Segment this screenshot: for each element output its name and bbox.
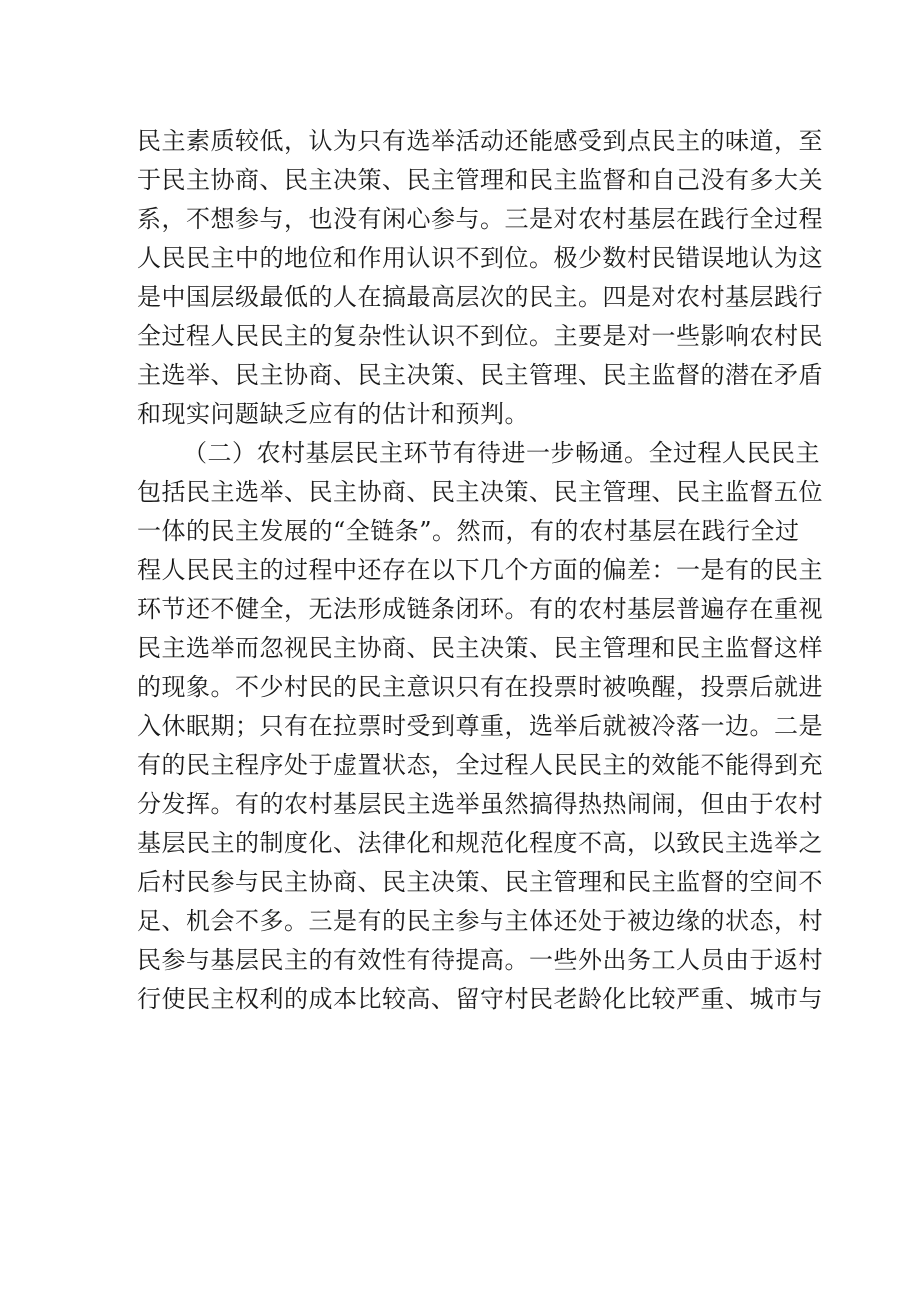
text-line: 包括民主选举、民主协商、民主决策、民主管理、民主监督五位: [137, 478, 823, 506]
text-line: 基层民主的制度化、法律化和规范化程度不高，以致民主选举之: [137, 829, 823, 857]
text-line: 入休眠期；只有在拉票时受到尊重，选举后就被冷落一边。二是: [137, 712, 823, 740]
text-line: 行使民主权利的成本比较高、留守村民老龄化比较严重、城市与: [137, 985, 823, 1013]
text-line: 一体的民主发展的“全链条”。然而，有的农村基层在践行全过: [137, 517, 800, 545]
text-line: 和现实问题缺乏应有的估计和预判。: [137, 400, 529, 428]
text-line: 后村民参与民主协商、民主决策、民主管理和民主监督的空间不: [137, 868, 823, 896]
text-line: 分发挥。有的农村基层民主选举虽然搞得热热闹闹，但由于农村: [137, 790, 823, 818]
document-body: [137, 122, 823, 1019]
text-line: 主选举、民主协商、民主决策、民主管理、民主监督的潜在矛盾: [137, 361, 823, 389]
text-line: 人民民主中的地位和作用认识不到位。极少数村民错误地认为这: [137, 244, 823, 272]
text-line: 的现象。不少村民的民主意识只有在投票时被唤醒，投票后就进: [137, 673, 823, 701]
text-line: 程人民民主的过程中还存在以下几个方面的偏差：一是有的民主: [137, 556, 823, 584]
text-line: 环节还不健全，无法形成链条闭环。有的农村基层普遍存在重视: [137, 595, 823, 623]
text-line: 民主选举而忽视民主协商、民主决策、民主管理和民主监督这样: [137, 634, 823, 662]
text-line: 系，不想参与，也没有闲心参与。三是对农村基层在践行全过程: [137, 205, 823, 233]
text-line: 于民主协商、民主决策、民主管理和民主监督和自己没有多大关: [137, 166, 823, 194]
text-line: 民参与基层民主的有效性有待提高。一些外出务工人员由于返村: [137, 946, 823, 974]
text-line: 有的民主程序处于虚置状态，全过程人民民主的效能不能得到充: [137, 751, 823, 779]
text-line: 民主素质较低，认为只有选举活动还能感受到点民主的味道，至: [137, 127, 823, 155]
section-heading-line: （二）农村基层民主环节有待进一步畅通。全过程人民民主: [183, 439, 820, 467]
text-line: 全过程人民民主的复杂性认识不到位。主要是对一些影响农村民: [137, 322, 823, 350]
text-line: 是中国层级最低的人在搞最高层次的民主。四是对农村基层践行: [137, 283, 823, 311]
text-line: 足、机会不多。三是有的民主参与主体还处于被边缘的状态，村: [137, 907, 823, 935]
